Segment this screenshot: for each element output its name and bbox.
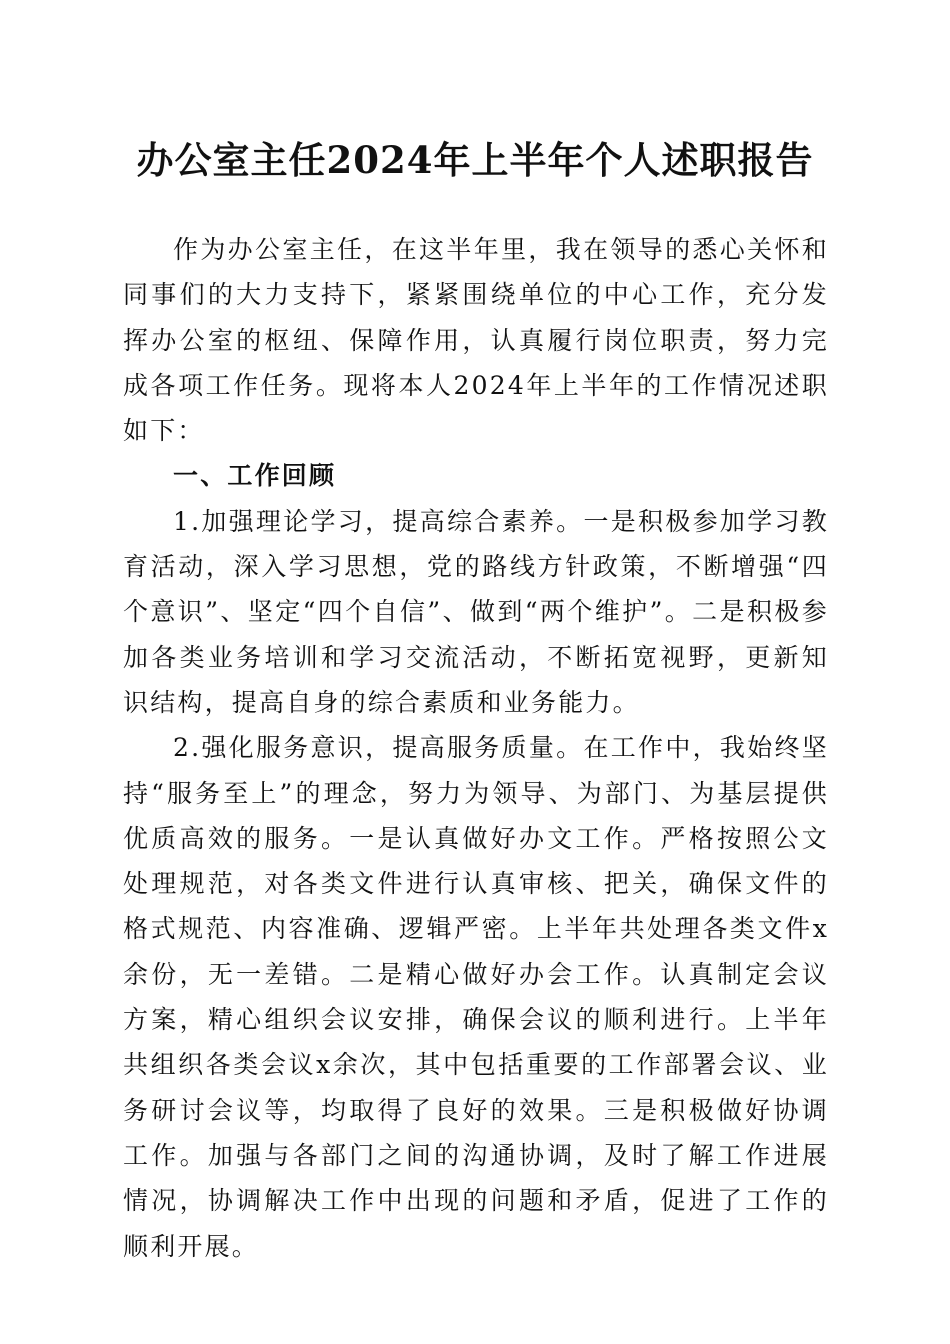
paragraph-item-1: 1.加强理论学习，提高综合素养。一是积极参加学习教育活动，深入学习思想，党的路线方针政策，不断增强“四个意识”、坚定“四个自信”、做到“两个维护”。二是积极参加各类业务培训和学习交流活动，不断拓宽视野，更新知识结构，提高自身的综合素质和业务能力。 bbox=[123, 506, 829, 717]
section-heading-work-review: 一、工作回顾 bbox=[173, 461, 337, 491]
paragraph-item-2: 2.强化服务意识，提高服务质量。在工作中，我始终坚持“服务至上”的理念，努力为领导、为部门、为基层提供优质高效的服务。一是认真做好办文工作。严格按照公文处理规范，对各类文件进行认真审核、把关，确保文件的格式规范、内容准确、逻辑严密。上半年共处理各类文件x余份，无一差错。二是精心做好办会工作。认真制定会议方案，精心组织会议安排，确保会议的顺利进行。上半年共组织各类会议x余次，其中包括重要的工作部署会议、业务研讨会议等，均取得了良好的效果。三是积极做好协调工作。加强与各部门之间的沟通协调，及时了解工作进展情况，协调解决工作中出现的问题和矛盾，促进了工作的顺利开展。 bbox=[123, 733, 829, 1261]
document-title: 办公室主任2024年上半年个人述职报告 bbox=[136, 138, 814, 182]
intro-paragraph: 作为办公室主任，在这半年里，我在领导的悉心关怀和同事们的大力支持下，紧紧围绕单位的中心工作，充分发挥办公室的枢纽、保障作用，认真履行岗位职责，努力完成各项工作任务。现将本人2024年上半年的工作情况述职如下： bbox=[123, 235, 829, 446]
document-body bbox=[123, 227, 829, 1269]
